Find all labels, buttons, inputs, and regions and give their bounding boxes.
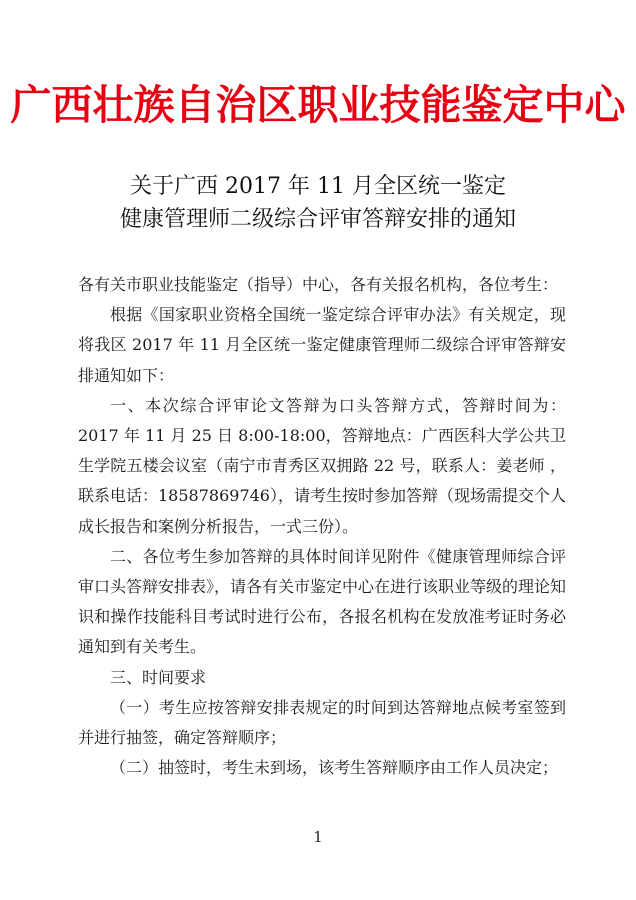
- salutation: 各有关市职业技能鉴定（指导）中心，各有关报名机构，各位考生：: [78, 275, 559, 294]
- paragraph-section-2: 二、各位考生参加答辩的具体时间详见附件《健康管理师综合评审口头答辩安排表》，请各有关市鉴定中心在进行该职业等级的理论知识和操作技能科目考试时进行公布，各报名机构在发放准考证时务必通知到有关考生。: [78, 546, 567, 657]
- paragraph-item-1: （一）考生应按答辩安排表规定的时间到达答辩地点候考室签到并进行抽签，确定答辩顺序；: [78, 697, 566, 748]
- page-number: 1: [313, 828, 323, 846]
- paragraph-section-3-heading: 三、时间要求: [110, 667, 207, 687]
- paragraph-item-2: （二）抽签时，考生未到场，该考生答辩顺序由工作人员决定；: [110, 758, 559, 778]
- paragraph-section-1: 一、本次综合评审论文答辩为口头答辩方式，答辩时间为：2017 年 11 月 25 日 8:00-18:00，答辩地点：广西医科大学公共卫生学院五楼会议室（南宁市青秀区双拥路 22 号，联系人：姜老师 ，联系电话：18587869746），请考生按时参加答辩（现场需提交个人成长报告和案例分析报告，一式三份）。: [78, 395, 566, 536]
- issuer-header: 广西壮族自治区职业技能鉴定中心: [10, 81, 626, 129]
- paragraph-intro: 根据《国家职业资格全国统一鉴定综合评审办法》有关规定，现将我区 2017 年 11 月全区统一鉴定健康管理师二级综合评审答辩安排通知如下：: [78, 305, 566, 385]
- notice-title-line-1: 关于广西 2017 年 11 月全区统一鉴定: [130, 174, 506, 199]
- notice-title-line-2: 健康管理师二级综合评审答辩安排的通知: [119, 207, 516, 232]
- notice-body: [78, 270, 566, 783]
